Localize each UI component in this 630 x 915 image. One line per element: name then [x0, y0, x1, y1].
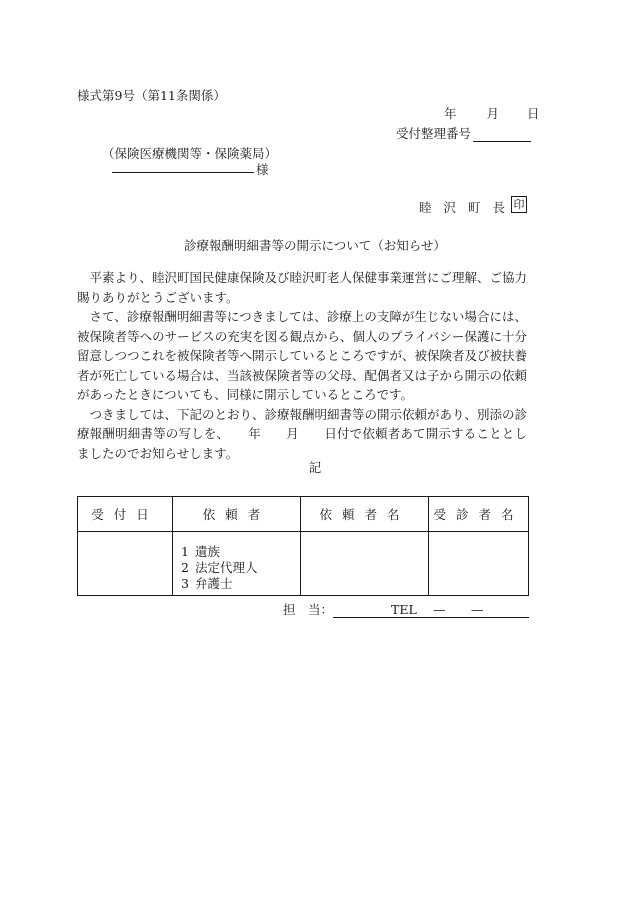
date-year: 年 [444, 106, 457, 121]
date-day: 日 [527, 106, 540, 121]
ki-heading: 記 [308, 460, 322, 475]
cell-requester-name[interactable] [301, 532, 429, 596]
honorific: 様 [256, 162, 269, 177]
institution-label: （保険医療機関等・保険薬局） [102, 146, 278, 161]
header-receipt-date: 受付日 [78, 497, 173, 532]
cell-receipt-date[interactable] [78, 532, 173, 596]
table-row [78, 532, 529, 596]
table-header-row [78, 497, 529, 532]
body-paragraph: つきましては、下記のとおり、診療報酬明細書等の開示依頼があり、別添の診療報酬明細書等の写しを、 年 月 日付で依頼者あて開示することとしましたのでお知らせします。 [77, 406, 528, 461]
contact-field[interactable] [333, 602, 529, 618]
contact-label: 担 当： [283, 602, 334, 617]
receipt-number-field[interactable] [473, 129, 531, 142]
contact-line [283, 600, 529, 618]
body-text [77, 268, 527, 463]
header-patient-name: 受診者名 [429, 497, 529, 532]
header-requester-name: 依頼者名 [301, 497, 429, 532]
receipt-label: 受付整理番号 [396, 126, 472, 141]
header-requester: 依頼者 [173, 497, 301, 532]
tel-label: TEL [391, 602, 417, 617]
request-table [77, 496, 529, 596]
list-item: 2 法定代理人 [181, 560, 258, 575]
seal-stamp: 印 [511, 196, 527, 213]
date-month: 月 [486, 106, 500, 121]
date-line [444, 104, 540, 122]
form-number: 様式第9号（第11条関係） [77, 88, 226, 103]
cell-patient-name[interactable] [429, 532, 529, 596]
list-item: 3 弁護士 [181, 576, 233, 591]
requester-options [181, 544, 300, 592]
list-item: 1 遺族 [181, 544, 221, 559]
receipt-number [396, 124, 531, 142]
body-paragraph: 平素より、睦沢町国民健康保険及び睦沢町老人保健事業運営にご理解、ご協力賜りありがとうございます。 [77, 270, 528, 305]
tel-dash: — [471, 602, 484, 617]
sender-mayor: 睦沢町長 [419, 200, 518, 215]
document-title: 診療報酬明細書等の開示について（お知らせ） [184, 238, 446, 253]
body-paragraph: さて、診療報酬明細書等につきましては、診療上の支障が生じない場合には、被保険者等へのサービスの充実を図る観点から、個人のプライバシー保護に十分留意しつつこれを被保険者等へ開示しているところですが、被保険者及び被扶養者が死亡している場合は、当該被保険者等の父母、配偶者又は子から開示の依頼があったときについても、同様に開示しているところです。 [77, 309, 528, 402]
addressee-name-field[interactable] [112, 172, 254, 173]
cell-requester[interactable] [173, 532, 301, 596]
tel-dash: — [433, 602, 446, 617]
